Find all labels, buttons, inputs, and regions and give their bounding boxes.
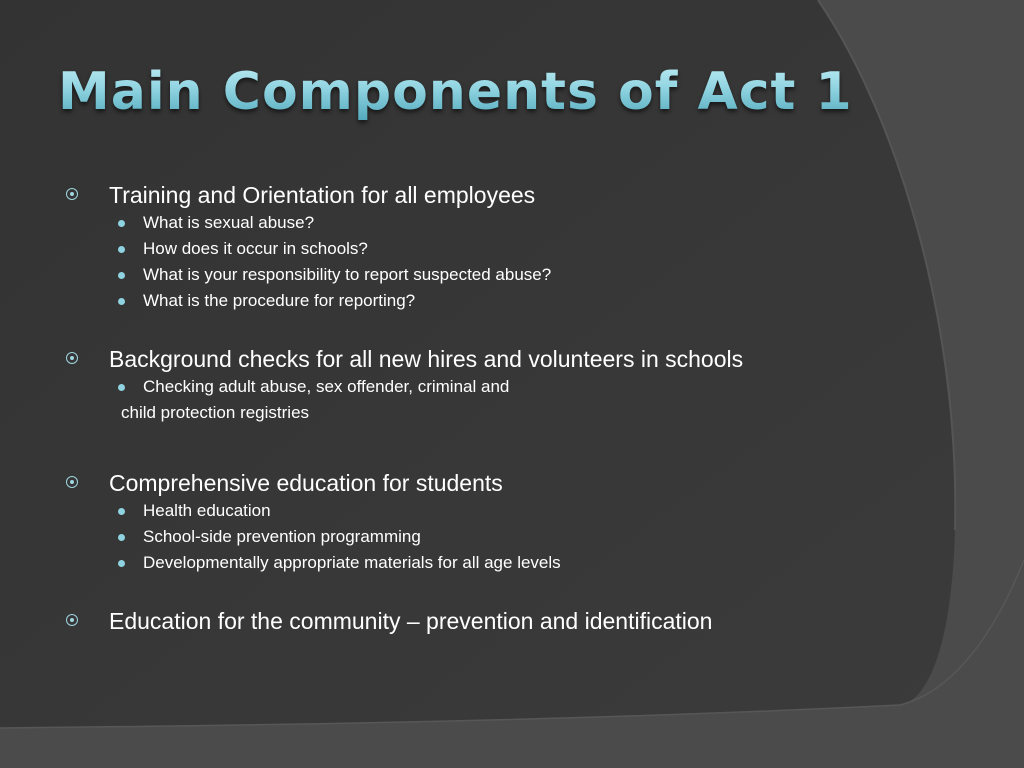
dot-bullet-icon xyxy=(118,384,125,391)
dot-bullet-icon xyxy=(118,508,125,515)
sub-bullet-list xyxy=(62,210,922,314)
list-item-continuation: child protection registries xyxy=(121,403,310,422)
list-item: Health education xyxy=(62,498,922,524)
section-heading-text: Training and Orientation for all employees xyxy=(109,182,536,208)
sub-bullet-list xyxy=(62,498,922,576)
circle-bullet-icon xyxy=(66,188,78,200)
list-item: How does it occur in schools? xyxy=(62,236,922,262)
section-heading xyxy=(62,606,922,636)
circle-bullet-icon xyxy=(66,352,78,364)
dot-bullet-icon xyxy=(118,560,125,567)
section-heading-text: Background checks for all new hires and volunteers in schools xyxy=(109,346,744,372)
section-student-education xyxy=(62,468,922,576)
list-item: What is your responsibility to report suspected abuse? xyxy=(62,262,922,288)
circle-bullet-icon xyxy=(66,614,78,626)
section-heading xyxy=(62,344,922,374)
slide-content xyxy=(62,180,922,636)
list-item: Checking adult abuse, sex offender, criminal and xyxy=(62,374,922,400)
list-item: Developmentally appropriate materials for all age levels xyxy=(62,550,922,576)
dot-bullet-icon xyxy=(118,220,125,227)
dot-bullet-icon xyxy=(118,246,125,253)
section-community-education xyxy=(62,606,922,636)
section-heading xyxy=(62,180,922,210)
section-heading xyxy=(62,468,922,498)
section-heading-text: Comprehensive education for students xyxy=(109,470,503,496)
list-item: What is sexual abuse? xyxy=(62,210,922,236)
section-heading-text: Education for the community – prevention and identification xyxy=(109,608,713,634)
slide-title: Main Components of Act 1 xyxy=(58,62,853,122)
circle-bullet-icon xyxy=(66,476,78,488)
section-training xyxy=(62,180,922,314)
section-background-checks xyxy=(62,344,922,426)
list-item: What is the procedure for reporting? xyxy=(62,288,922,314)
dot-bullet-icon xyxy=(118,534,125,541)
list-item: School-side prevention programming xyxy=(62,524,922,550)
sub-bullet-list xyxy=(62,374,922,400)
dot-bullet-icon xyxy=(118,298,125,305)
dot-bullet-icon xyxy=(118,272,125,279)
